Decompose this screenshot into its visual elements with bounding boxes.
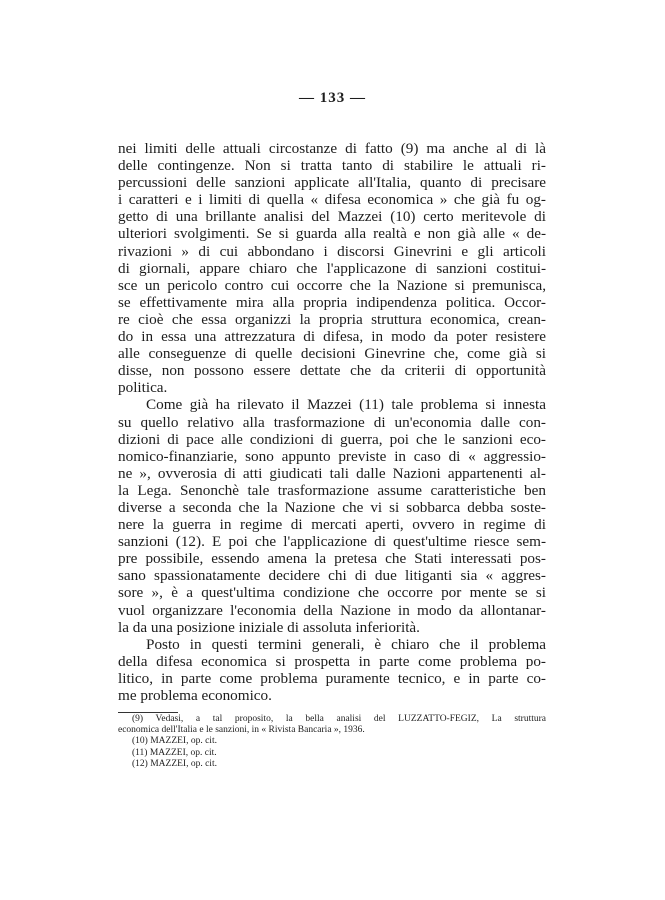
text-line: dizioni di pace alle condizioni di guerra, poi che le sanzioni eco- bbox=[118, 430, 546, 448]
text-line: alle conseguenze di quelle decisioni Ginevrine che, come già si bbox=[118, 345, 546, 363]
footnote-divider bbox=[118, 712, 178, 713]
text-line: re cioè che essa organizzi la propria struttura economica, crean- bbox=[118, 310, 546, 328]
text-line: ulteriori svolgimenti. Se si guarda alla realtà e non già alle « de- bbox=[118, 225, 546, 243]
text-line: politica. bbox=[118, 379, 168, 397]
text-line: sanzioni (12). E poi che l'applicazione di quest'ultime riesce sem- bbox=[118, 533, 546, 551]
text-line: se effettivamente mira alla propria indipendenza politica. Occor- bbox=[118, 293, 546, 311]
page-number: — 133 — bbox=[299, 90, 366, 106]
text-line: pre possibile, essendo amena la pretesa che Stati interessati pos- bbox=[118, 550, 546, 568]
text-line: nomico-finanziarie, sono appunto previste in caso di « aggressio- bbox=[118, 447, 546, 465]
text-line: getto di una brillante analisi del Mazzei (10) certo meritevole di bbox=[118, 208, 546, 226]
footnote: (10) MAZZEI, op. cit. bbox=[132, 736, 217, 747]
text-line: su quello relativo alla trasformazione di un'economia dalle con- bbox=[118, 413, 546, 431]
text-line: di giornali, appare chiaro che l'applicazone di sanzioni costitui- bbox=[118, 259, 546, 277]
text-line: la Lega. Senonchè tale trasformazione assume caratteristiche ben bbox=[118, 481, 546, 499]
text-line: me problema economico. bbox=[118, 687, 272, 704]
footnote: (11) MAZZEI, op. cit. bbox=[132, 747, 217, 758]
body-text bbox=[118, 140, 546, 704]
text-line: sce un pericolo contro cui occorre che la Nazione si premunisca, bbox=[118, 276, 546, 294]
text-line: sano spassionatamente decidere chi di due litiganti sia « aggres- bbox=[118, 567, 546, 585]
text-line: della difesa economica si prospetta in parte come problema po- bbox=[118, 652, 546, 670]
text-line: litico, in parte come problema puramente tecnico, e in parte co- bbox=[118, 669, 546, 687]
text-line: i caratteri e i limiti di quella « difesa economica » che già fu og- bbox=[118, 191, 546, 209]
text-line: Come già ha rilevato il Mazzei (11) tale problema si innesta bbox=[146, 396, 546, 414]
footnote: (9) Vedasi, a tal proposito, la bella analisi del LUZZATTO-FEGIZ, La struttura bbox=[132, 714, 546, 724]
text-line: do in essa una attrezzatura di difesa, in modo da poter resistere bbox=[118, 328, 546, 346]
text-line: percussioni delle sanzioni applicate all'Italia, quanto di precisare bbox=[118, 174, 546, 192]
text-line: diverse a seconda che la Nazione che vi si sobbarca debba soste- bbox=[118, 498, 546, 516]
text-line: la da una posizione iniziale di assoluta inferiorità. bbox=[118, 618, 420, 636]
text-line: nei limiti delle attuali circostanze di fatto (9) ma anche al di là bbox=[118, 140, 546, 157]
text-line: rivazioni » di cui abbondano i discorsi Ginevrini e gli articoli bbox=[118, 242, 546, 260]
footnote: (12) MAZZEI, op. cit. bbox=[132, 758, 217, 769]
text-line: Posto in questi termini generali, è chiaro che il problema bbox=[146, 635, 546, 653]
footnote: economica dell'Italia e le sanzioni, in « Rivista Bancaria », 1936. bbox=[118, 725, 365, 736]
text-line: ne », ovverosia di atti giudicati tali dalle Nazioni appartenenti al- bbox=[118, 464, 546, 482]
text-line: nere la guerra in regime di mercati aperti, ovvero in regime di bbox=[118, 516, 546, 534]
text-line: delle contingenze. Non si tratta tanto di stabilire le attuali ri- bbox=[118, 157, 546, 175]
text-line: disse, non possono essere dettate che da criterii di opportunità bbox=[118, 362, 546, 380]
text-line: sore », è a quest'ultima condizione che occorre por mente se si bbox=[118, 584, 546, 602]
text-line: vuol organizzare l'economia della Nazione in modo da allontanar- bbox=[118, 601, 546, 619]
footnotes bbox=[118, 714, 546, 770]
